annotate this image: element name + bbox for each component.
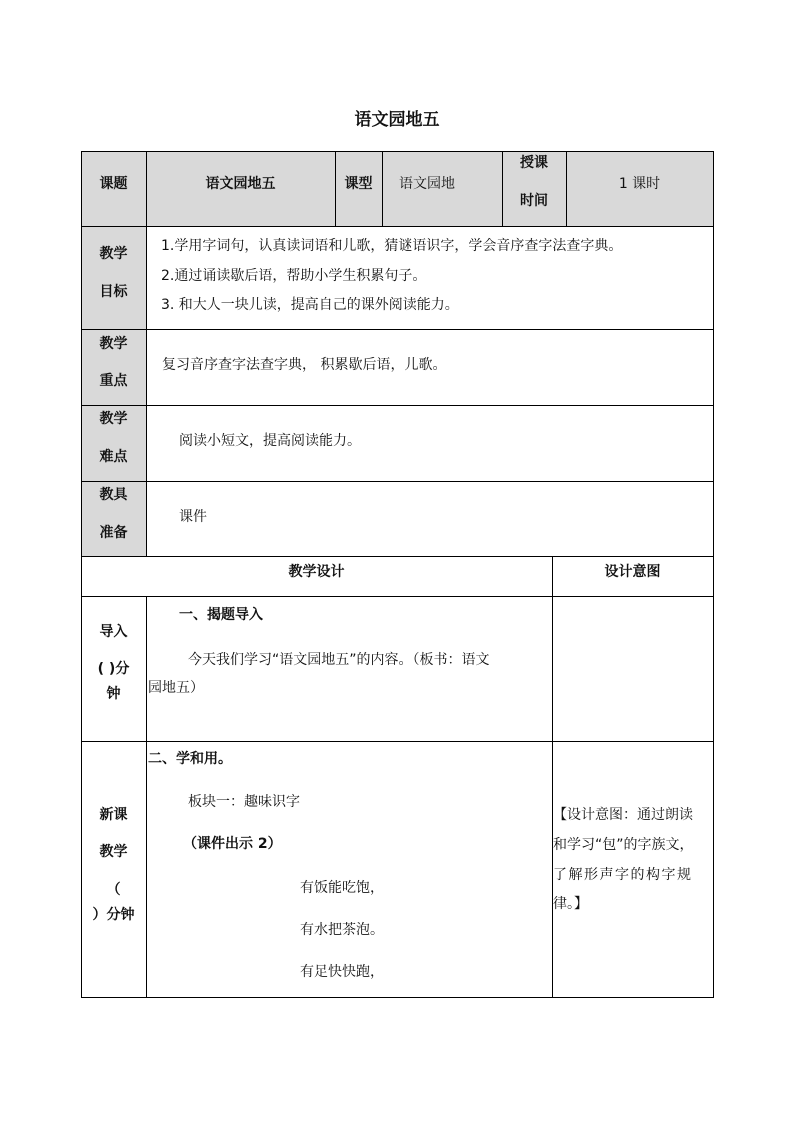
- courseware-note: （课件出示 2）: [183, 836, 282, 852]
- intro-text: 今天我们学习“语文园地五”的内容。（板书：语文: [188, 652, 490, 668]
- table-border: [81, 741, 714, 742]
- intro-label: 导入: [99, 624, 128, 640]
- table-border: [552, 556, 553, 997]
- table-border: [81, 596, 714, 597]
- design-header-left: 教学设计: [288, 564, 345, 580]
- topic-value: 语文园地五: [205, 176, 276, 192]
- design-intent: 律。】: [553, 896, 588, 912]
- new-lesson-label: （: [106, 882, 121, 898]
- design-intent: 和学习“包”的字族文，: [553, 837, 694, 853]
- table-border: [81, 329, 714, 330]
- table-border: [81, 556, 714, 557]
- poem-line: 有水把茶泡。: [300, 922, 384, 938]
- key-points-label: 重点: [99, 373, 128, 389]
- difficulties-label: 教学: [99, 411, 128, 427]
- table-border: [81, 997, 714, 998]
- goals-label-shading: [81, 226, 146, 556]
- new-lesson-label: 教学: [99, 844, 128, 860]
- goals-label: 教学: [99, 246, 128, 262]
- key-points-label: 教学: [99, 336, 128, 352]
- design-intent: 了解形声字的构字规: [553, 867, 693, 883]
- difficulties-label: 难点: [99, 449, 128, 465]
- type-value: 语文园地: [399, 176, 455, 192]
- difficulties-content: 阅读小短文，提高阅读能力。: [179, 433, 361, 449]
- table-border: [81, 226, 714, 227]
- block-title: 板块一：趣味识字: [188, 794, 300, 810]
- table-border: [146, 596, 147, 997]
- table-border: [81, 151, 714, 152]
- poem-line: 有足快快跑，: [300, 964, 384, 980]
- intro-heading: 一、揭题导入: [179, 607, 263, 623]
- design-header-right: 设计意图: [604, 564, 661, 580]
- materials-label: 准备: [99, 525, 128, 541]
- intro-label: 钟: [106, 686, 121, 702]
- new-lesson-heading: 二、学和用。: [148, 751, 232, 767]
- design-intent: 【设计意图：通过朗读: [553, 807, 693, 823]
- goal-item: 1.学用字词句，认真读词语和儿歌，猜谜语识字，学会音序查字法查字典。: [161, 238, 623, 254]
- new-lesson-label: 新课: [99, 807, 128, 823]
- key-points-content: 复习音序查字法查字典， 积累歇后语，儿歌。: [162, 357, 447, 373]
- table-border: [81, 405, 714, 406]
- type-label: 课型: [344, 176, 373, 192]
- table-border: [382, 151, 383, 226]
- time-value: 1 课时: [618, 176, 661, 192]
- materials-label: 教具: [99, 487, 128, 503]
- table-border: [146, 151, 147, 556]
- intro-label: ( )分: [97, 661, 130, 677]
- goal-item: 2.通过诵读歇后语，帮助小学生积累句子。: [161, 268, 427, 284]
- time-label: 时间: [520, 193, 548, 209]
- time-label: 授课: [520, 155, 548, 171]
- new-lesson-label: ）分钟: [92, 907, 135, 923]
- poem-line: 有饭能吃饱，: [300, 880, 384, 896]
- page-title: 语文园地五: [354, 110, 440, 130]
- goal-item: 3. 和大人一块儿读，提高自己的课外阅读能力。: [161, 297, 459, 313]
- intro-text: 园地五）: [148, 680, 204, 696]
- table-border: [713, 151, 714, 998]
- topic-label: 课题: [99, 176, 128, 192]
- materials-content: 课件: [179, 509, 207, 525]
- goals-label: 目标: [99, 284, 128, 300]
- table-border: [81, 481, 714, 482]
